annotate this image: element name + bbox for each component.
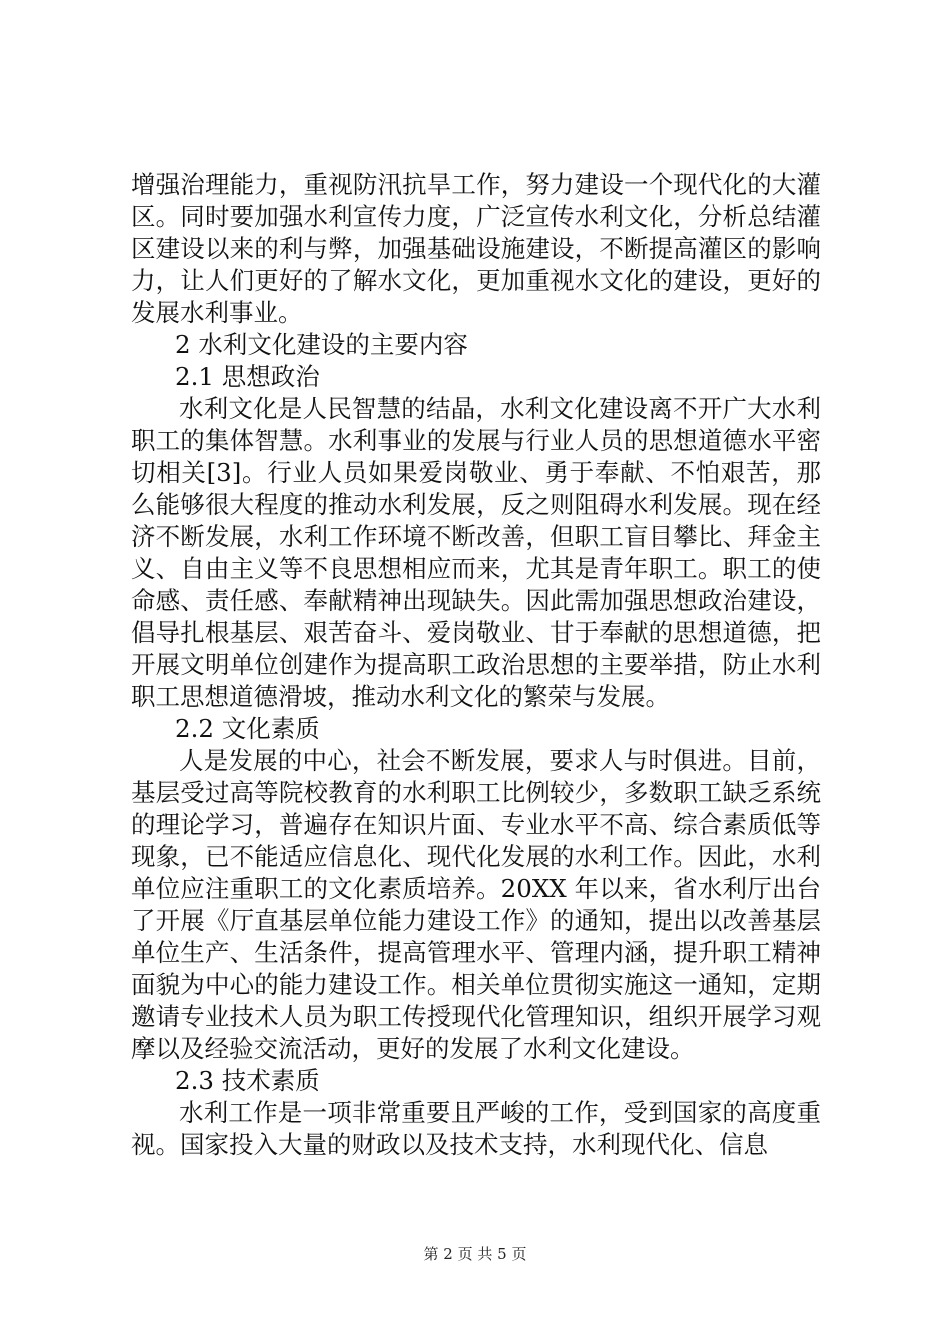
document-body — [131, 169, 821, 1161]
paragraph-continuation: 增强治理能力，重视防汛抗旱工作，努力建设一个现代化的大灌区。同时要加强水利宣传力度，广泛宣传水利文化，分析总结灌区建设以来的利与弊，加强基础设施建设，不断提高灌区的影响力，让人们更好的了解水文化，更加重视水文化的建设，更好的发展水利事业。 — [131, 170, 821, 327]
paragraph-technical-quality: 水利工作是一项非常重要且严峻的工作，受到国家的高度重视。国家投入大量的财政以及技术支持，水利现代化、信息 — [131, 1098, 821, 1159]
paragraph-ideology: 水利文化是人民智慧的结晶，水利文化建设离不开广大水利职工的集体智慧。水利事业的发展与行业人员的思想道德水平密切相关[3]。行业人员如果爱岗敬业、勇于奉献、不怕艰苦，那么能够很大程度的推动水利发展，反之则阻碍水利发展。现在经济不断发展，水利工作环境不断改善，但职工盲目攀比、拜金主义、自由主义等不良思想相应而来，尤其是青年职工。职工的使命感、责任感、奉献精神出现缺失。因此需加强思想政治建设，倡导扎根基层、艰苦奋斗、爱岗敬业、甘于奉献的思想道德，把开展文明单位创建作为提高职工政治思想的主要举措，防止水利职工思想道德滑坡，推动水利文化的繁荣与发展。 — [131, 394, 821, 711]
subsection-heading-2-3: 2.3 技术素质 — [175, 1066, 320, 1095]
section-heading-2: 2 水利文化建设的主要内容 — [175, 330, 468, 359]
subsection-heading-2-2: 2.2 文化素质 — [175, 714, 320, 743]
page-number-footer: 第 2 页 共 5 页 — [423, 1245, 527, 1263]
paragraph-cultural-quality: 人是发展的中心，社会不断发展，要求人与时俱进。目前，基层受过高等院校教育的水利职工比例较少，多数职工缺乏系统的理论学习，普遍存在知识片面、专业水平不高、综合素质低等现象，已不能适应信息化、现代化发展的水利工作。因此，水利单位应注重职工的文化素质培养。20XX 年以来，省水利厅出台了开展《厅直基层单位能力建设工作》的通知，提出以改善基层单位生产、生活条件，提高管理水平、管理内涵，提升职工精神面貌为中心的能力建设工作。相关单位贯彻实施这一通知，定期邀请专业技术人员为职工传授现代化管理知识，组织开展学习观摩以及经验交流活动，更好的发展了水利文化建设。 — [131, 746, 821, 1063]
subsection-heading-2-1: 2.1 思想政治 — [175, 362, 320, 391]
